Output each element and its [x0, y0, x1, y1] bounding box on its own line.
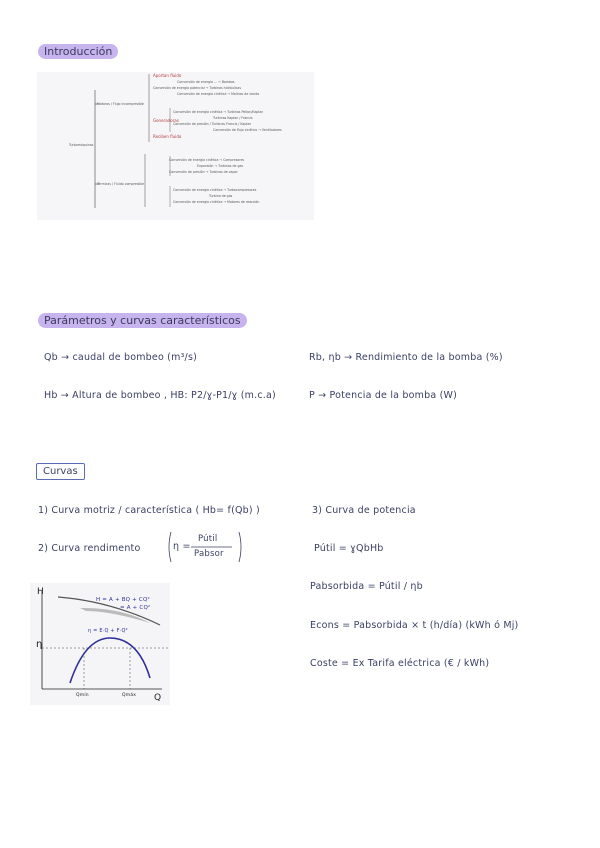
formula-econs: Econs = Pabsorbida × t (h/día) (kWh ó Mj) — [310, 620, 519, 631]
concept-row: Conversión de energía cinética → Motores de reacción — [173, 200, 260, 204]
concept-row: Conversión de energía potencial → Turbinas hidráulicas — [153, 86, 242, 90]
formula-eta: η = — [173, 541, 191, 552]
concept-row: Conversión de energía cinética → Turbocompresores — [173, 188, 257, 192]
formula-putil: Pútil = ɣQbHb — [314, 543, 384, 554]
plot-label-eta: η — [36, 639, 43, 650]
param-height: Hb → Altura de bombeo , HB: P2/ɣ-P1/ɣ (m.c.a) — [44, 390, 276, 401]
formula-numerator: Pútil — [198, 534, 218, 544]
param-efficiency: Rb, ηb → Rendimiento de la bomba (%) — [309, 352, 503, 363]
plot-eq-h2: = A + CQ² — [120, 605, 151, 611]
formula-denominator: Pabsor — [194, 549, 224, 559]
concept-red-label: Aportan fluido — [153, 73, 182, 78]
param-flow: Qb → caudal de bombeo (m³/s) — [44, 352, 198, 363]
params-heading: Parámetros y curvas característicos — [38, 313, 247, 328]
concept-row: Turbinas Kaplan / Francis — [213, 116, 253, 120]
concept-row: Conversión de energía cinética → Molinos de viento — [177, 92, 260, 96]
formula-coste: Coste = Ex Tarifa eléctrica (€ / kWh) — [310, 658, 490, 669]
efficiency-formula — [166, 530, 246, 564]
concept-row: Conversión de presión → Turbinas de vapor — [169, 170, 238, 174]
curve-potencia: 3) Curva de potencia — [312, 505, 416, 516]
concept-row: Conversión de flujo cinético → Ventiladores — [213, 128, 282, 132]
concept-row: Conversión de presión / Turbinas Francis / Kaplan — [173, 122, 252, 126]
formula-pabsorbida: Pabsorbida = Pútil / ηb — [310, 581, 423, 592]
concept-row: Expansión → Turbinas de gas — [197, 164, 244, 168]
concept-red-label: Generadoras — [153, 118, 179, 123]
plot-eq-h: H = A + BQ + CQ² — [96, 597, 150, 603]
param-power: P → Potencia de la bomba (W) — [309, 390, 457, 401]
curves-heading: Curvas — [36, 463, 85, 480]
plot-tick-qmin: Qmín — [76, 693, 89, 698]
curve-rendimiento: 2) Curva rendimento — [38, 543, 141, 554]
plot-label-q: Q — [154, 693, 162, 703]
plot-tick-qmax: Qmáx — [122, 693, 137, 698]
concept-row: Conversión de energía cinética → Turbinas Pelton/Kaplan — [173, 110, 264, 114]
curve-motriz: 1) Curva motriz / característica ( Hb= f(Qb) ) — [38, 505, 260, 516]
efficiency-curve — [70, 638, 150, 683]
intro-heading: Introducción — [38, 44, 118, 59]
concept-branch-bottom: Térmicas / Fluido compresible — [97, 182, 145, 186]
concept-row: Conversión de energía cinética → Compresores — [169, 158, 245, 162]
plot-label-h: H — [37, 587, 44, 597]
plot-eq-eta: η = E·Q + F·Q² — [88, 628, 128, 634]
concept-row: Conversión de energía ... → Bombas — [177, 80, 235, 84]
concept-branch-top: Motoras / Flujo incompresible — [97, 102, 144, 106]
concept-red-label: Reciben fluido — [153, 134, 182, 139]
concept-map — [37, 72, 314, 220]
concept-root: Turbomáquinas — [69, 143, 94, 147]
pump-curve-plot — [30, 583, 170, 705]
concept-row: Turbina de gas — [209, 194, 233, 198]
